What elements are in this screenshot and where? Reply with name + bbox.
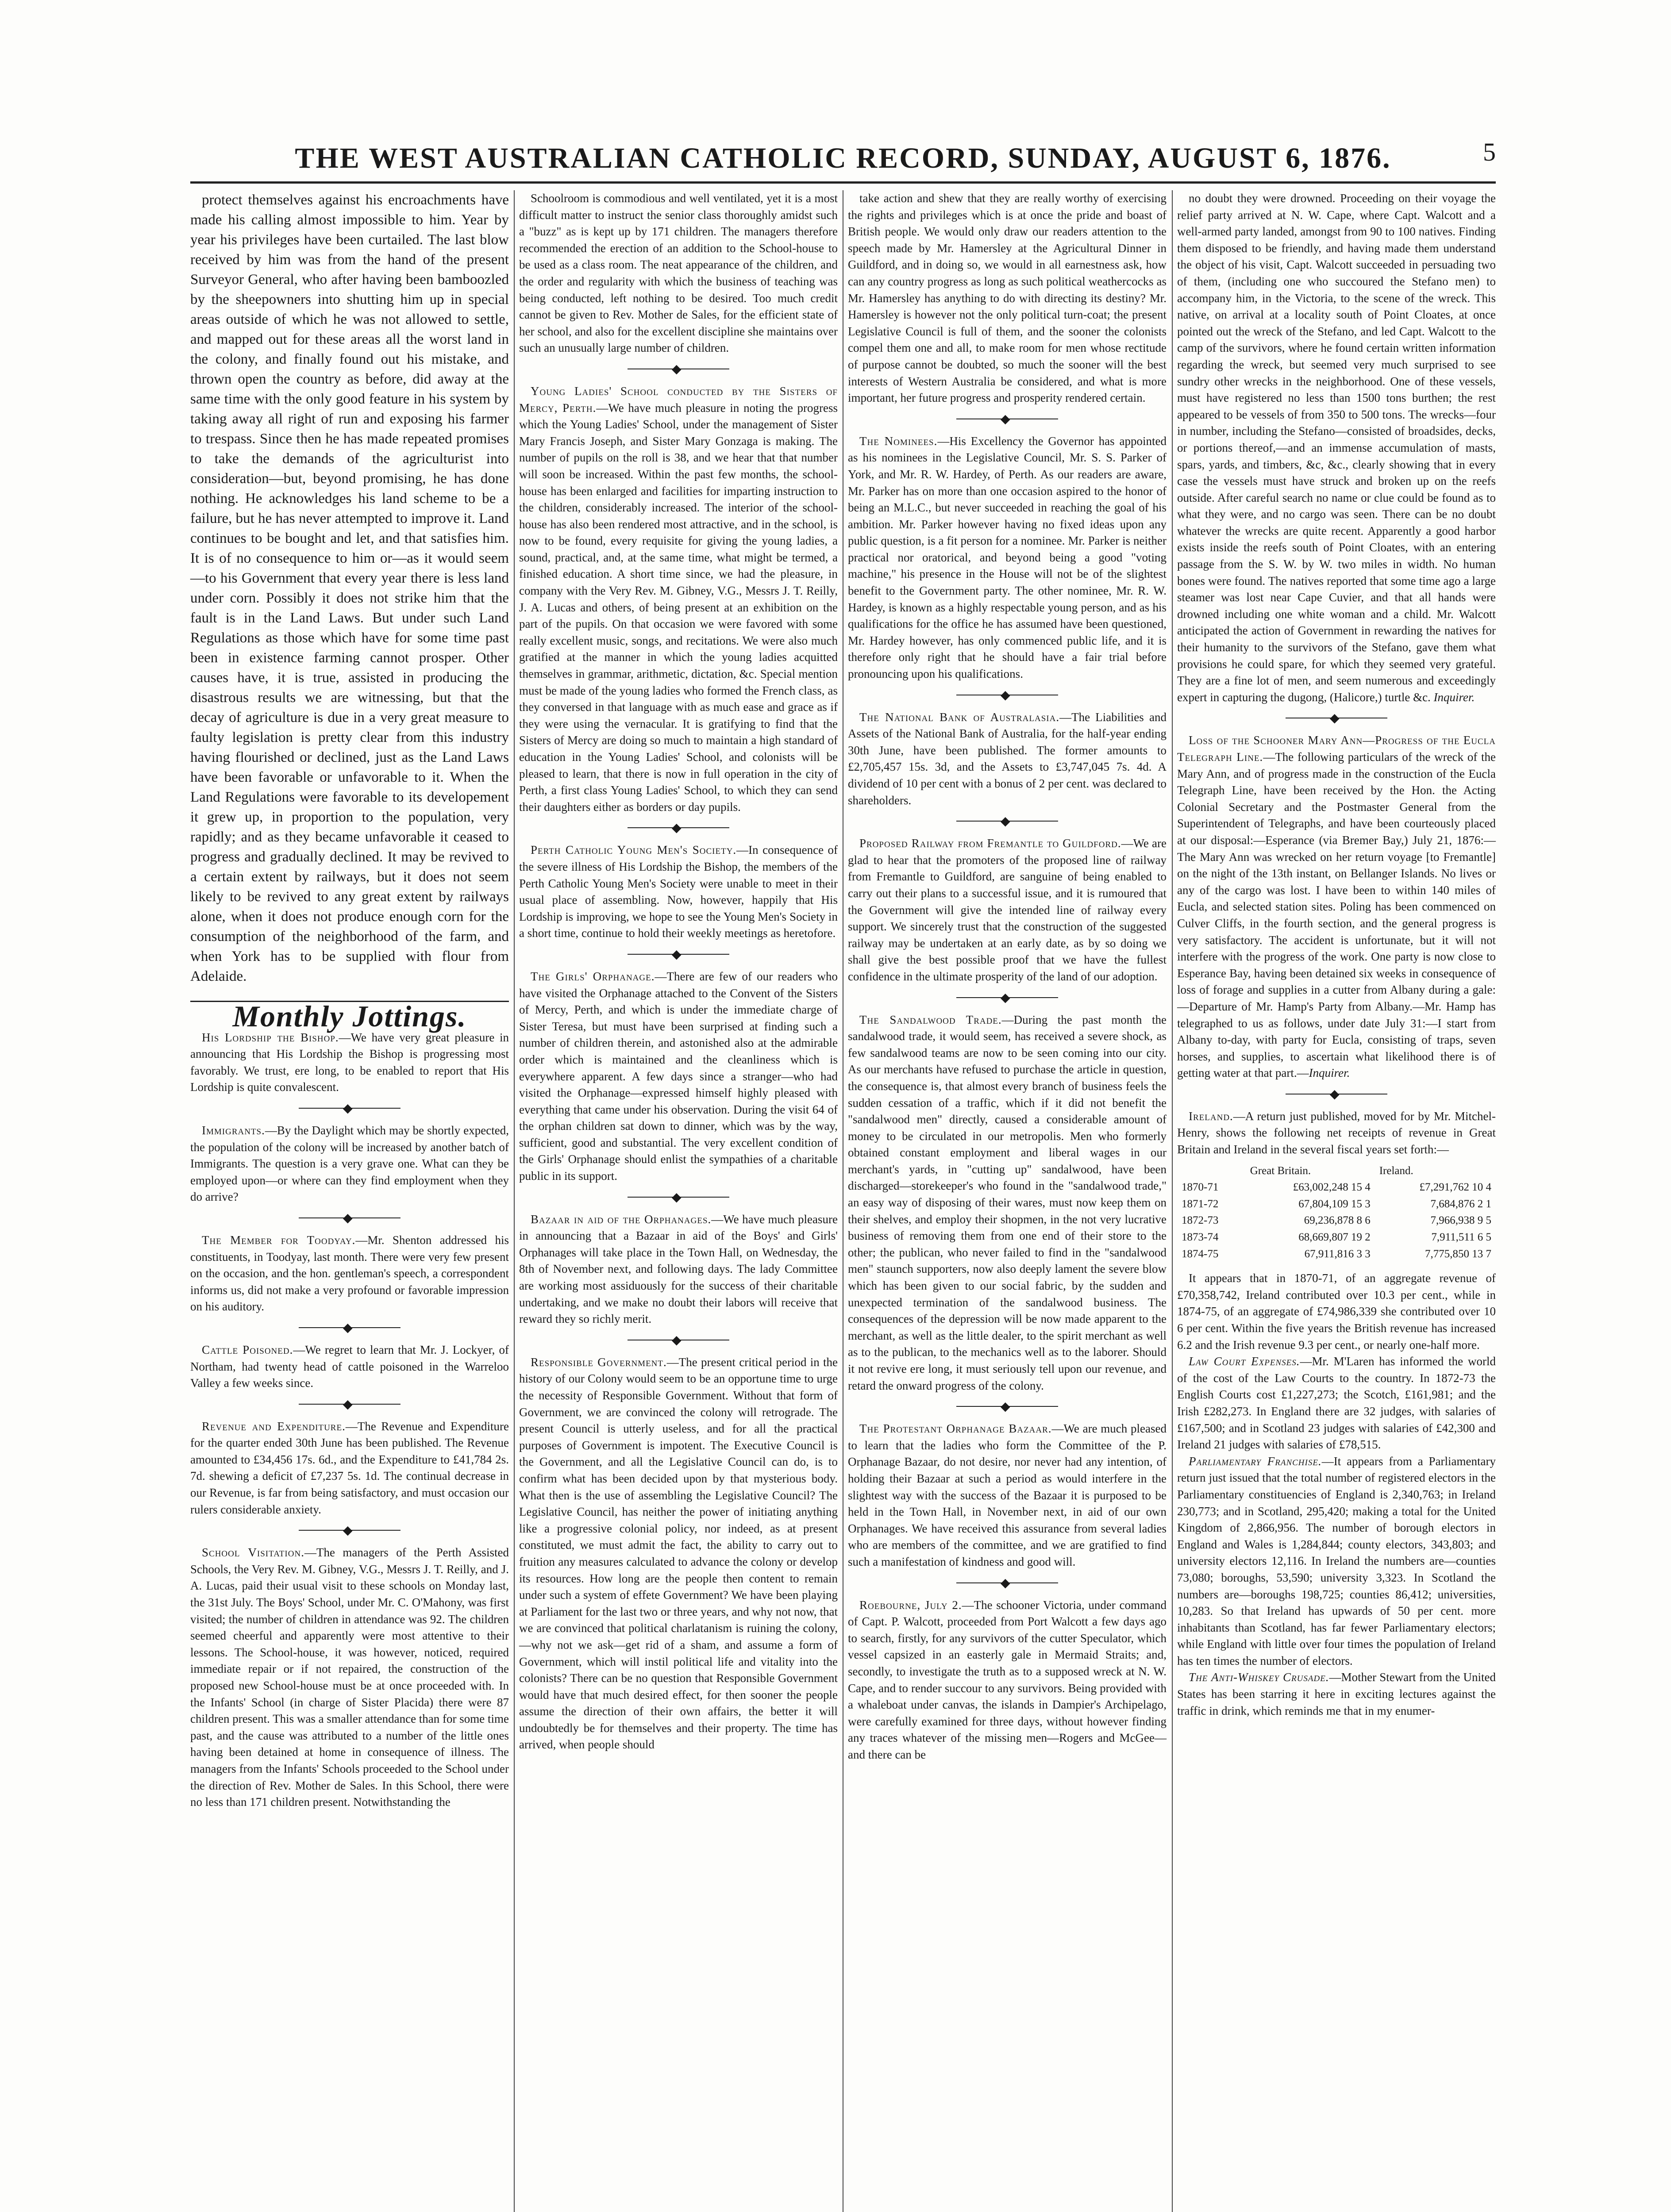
article-item [1177,1669,1496,1719]
table-cell: 1872-73 [1182,1214,1219,1227]
separator [956,1402,1058,1411]
separator [956,1578,1058,1587]
table-cell: 67,804,109 15 3 [1298,1198,1371,1210]
table-cell: £63,002,248 15 4 [1293,1181,1371,1194]
article-item [519,842,838,942]
item-text: —In consequence of the severe illness of His Lordship the Bishop, the members of the Perth Catholic Young Men's Society were unable to meet in their usual place of assembling. Now, however, happily that His Lordship is improving, we hope to see the Young Men's Society in a short time, continue to hold their weekly meetings as heretofore. [519,843,838,940]
column-rule [514,190,515,2212]
separator [299,1104,400,1113]
article-item [190,1418,509,1518]
table-row [1177,1179,1496,1196]
table-row [1177,1212,1496,1229]
item-text: —It appears from a Parliamentary return just issued that the total number of registered electors in the Parliamentary constituencies of England is 2,340,763; in Ireland 230,773; and in Scotland, 295,420; making a total for the United Kingdom of 2,866,956. The number of borough electors in England and Wales is 1,284,844; county electors, 343,803; and university electors 12,116. In Ireland the numbers are—counties 73,080; boroughs, 53,590; university 3,323. In Scotland the numbers are—boroughs 198,725; counties 86,412; universities, 10,283. So that Ireland has upwards of 50 per cent. more inhabitants than Scotland, has far fewer Parliamentary electors; while England with little over four times the population of Ireland has ten times the number of electors. [1177,1454,1496,1667]
article-item [848,1597,1167,1763]
masthead [190,133,1496,184]
separator [956,817,1058,826]
item-text: —We regret to learn that Mr. J. Lockyer, of Northam, had twenty head of cattle poisoned in the Warreloo Valley a few weeks since. [190,1343,509,1390]
item-text: —The managers of the Perth Assisted Schools, the Very Rev. M. Gibney, V.G., Messrs J. T. Reilly, and J. A. Lucas, paid their usual visit to these schools on Monday last, the 31st July. The Boys' School, under Mr. C. O'Mahony, was first visited; the number of children in attendance was 92. The children seemed cheerful and apparently were most attentive to their lessons. The School-house, it was however, noticed, required immediate repair or if not repaired, the construction of the proposed new School-house must be at once proceeded with. In the Infants' School (in charge of Sister Placida) there were 87 children present. This was a smaller attendance than for some time past, and the cause was attributed to a number of the little ones having been detained at home in consequence of illness. The managers from the Infants' Schools proceeded to the School under the direction of Rev. Mother de Sales. In this School, there were no less than 171 children present. Notwithstanding the [190,1546,509,1809]
item-heading: Proposed Railway from Fremantle to Guildford. [859,837,1121,850]
item-text: —His Excellency the Governor has appointed as his nominees in the Legislative Council, Mr. S. S. Parker of York, and Mr. R. W. Hardey, of Perth. As our readers are aware, Mr. Parker has on more than one occasion aspired to the honor of being an M.L.C., but never succeeded in reaching the goal of his ambition. Mr. Parker however having no fixed ideas upon any public question, is a fit person for a nominee. Mr. Parker is neither practical nor oratorical, and beyond being a good "voting machine," his presence in the House will not be of the slightest benefit to the Government party. The other nominee, Mr. R. W. Hardey, is known as a highly respectable young person, and as his qualifications for the office he has assumed have been questioned, Mr. Hardey however, has only commenced public life, and it is therefore only right that he should have a fair trial before pronouncing upon his qualifications. [848,434,1167,681]
article-item [190,1122,509,1206]
article-item [190,1544,509,1811]
item-text: —During the past month the sandalwood trade, it would seem, has received a severe shock, as few sandalwood teams are now to be seen coming into our city. As our merchants have refused to purchase the article in question, the consequence is, that almost every branch of business feels the sudden cessation of a traffic, which if it did not benefit the "sandalwood men" directly, caused a considerable amount of money to be circulated in our metropolis. Men who formerly obtained constant employment and liberal wages in our merchant's yards, in "cutting up" sandalwood, have been discharged—storekeeper's who found in the "sandalwood trade," an easy way of disposing of their wares, must now keep them on their shelves, and employ their shopmen, in the not very lucrative business of removing them from one end of their store to the other; the publican, who never failed to find in the "sandalwood men" staunch supporters, now also deeply lament the severe blow which has been given to our social fabric, by the sudden and unexpected termination of the sandalwood business. The consequences of the depression will be now made apparent to the merchant, as well as the little dealer, to the spirit merchant as well as to the publican, to the mechanics well as to the laborer. Should it not revive ere long, it must seriously tell upon our revenue, and retard the onward progress of the colony. [848,1013,1167,1392]
separator [299,1323,400,1332]
item-text: —We have very great pleasure in announcing that His Lordship the Bishop is progressing most favorably. We trust, ere long, to be enabled to report that His Lordship is quite convalescent. [190,1030,509,1094]
item-text: —The Revenue and Expenditure for the quarter ended 30th June has been published. The Revenue amounted to £34,456 17s. 6d., and the Expenditure to £41,784 2s. 7d. shewing a deficit of £7,237 5s. 1d. The continual decrease in our Revenue, is far from being satisfactory, and must occasion our rulers considerable anxiety. [190,1419,509,1516]
item-text: —We are much pleased to learn that the ladies who form the Committee of the P. Orphanage Bazaar, do not desire, nor never had any intention, of holding their Bazaar at such a period as would interfere in the slightest way with the success of the Bazaar it is purposed to be held in the Town Hall, in November next, in aid of our own Orphanages. We have received this assurance from several ladies who are members of the committee, and we are gratified to find such a manifestation of kindness and good will. [848,1422,1167,1568]
item-text: —The Liabilities and Assets of the National Bank of Australia, for the half-year ending 30th June, have been published. The former amounts to £2,705,457 15s. 3d, and the Assets to £3,747,045 7s. 4d. A dividend of 10 per cent with a bonus of 2 per cent. was declared to shareholders. [848,710,1167,807]
article-item [519,968,838,1185]
column-4 [1177,190,1496,1719]
article-item [1177,1453,1496,1670]
column-1 [190,190,509,1811]
item-heading: Roebourne, July 2. [859,1598,962,1612]
separator [299,1526,400,1535]
table-cell: 1873-74 [1182,1231,1219,1244]
table-header-row [1177,1163,1496,1179]
table-cell: 7,966,938 9 5 [1430,1214,1491,1227]
table-cell: 7,684,876 2 1 [1430,1198,1491,1210]
article-text: take action and shew that they are really worthy of exercising the rights and privileges which is at once the pride and boast of British people. We would only draw our readers attention to the speech made by Mr. Hamersley at the Agricultural Dinner in Guildford, and in doing so, we would in all earnestness ask, how can any country progress as long as such political weathercocks as Mr. Hamersley has anything to do with directing its destiny? Mr. Hamersley is however not the only political turn-coat; the present Legislative Council is full of them, and the sooner the colonists compel them one and all, to make room for men whose rectitude of purpose cannot be doubted, so much the sooner will the best interests of Western Australia be considered, and what is more important, her future progress and prosperity rendered certain. [848,192,1167,405]
item-heading: Immigrants. [202,1123,265,1137]
article-item [848,433,1167,683]
table-cell: 1871-72 [1182,1198,1219,1210]
item-heading: The Anti-Whiskey Crusade. [1189,1671,1329,1684]
column-2 [519,190,838,1753]
table-cell: £7,291,762 10 4 [1419,1181,1491,1194]
column-rule [1172,190,1173,2212]
article-text: protect themselves against his encroachments have made his calling almost impossible to him. Year by year his privileges have been curtailed. The last blow received by him was from the hand of the present Surveyor General, who after having been bamboozled by the sheepowners into shutting him up in special areas outside of which he was not allowed to settle, and mapped out for these areas all the worst land in the colony, and finally found out his mistake, and thrown open the country as before, did away at the same time with the only good feature in his system by taking away all right of run and exposing his farmer to trespass. Since then he has made repeated promises to take the demands of the agriculturist into consideration—but, beyond promising, he has done nothing. He acknowledges his land scheme to be a failure, but he has never attempted to improve it. Land continues to be bought and let, and that satisfies him. It is of no consequence to him or—as it would seem—to his Government that every year there is less land under corn. Possibly it does not strike him that the fault is in the Land Laws. But under such Land Regulations as those which have for some time past been in existence farming cannot prosper. Other causes have, it is true, assisted in producing the disastrous results we are witnessing, but that the decay of agriculture is due in a very great measure to faulty legislation is pretty clear from this industry having flourished or declined, just as the Land Laws have been favorable or unfavorable to it. When the Land Regulations were favorable to its developement it grew up, in proportion to the population, very rapidly; and as they became unfavorable it ceased to progress and gradually declined. It may be revived to a certain extent by railways, but it does not seem likely to be revived to any great extent by railways alone, when it does not produce enough corn for the consumption of the neighborhood of the farm, and when York has to be supplied with flour from Adelaide. [190,192,509,984]
table-cell: 7,911,511 6 5 [1431,1231,1491,1244]
article-item [1177,1108,1496,1158]
article-item [848,835,1167,985]
source-credit: Inquirer. [1309,1066,1350,1080]
item-text: —We are glad to hear that the promoters of the proposed line of railway from Fremantle to Guildford, are sanguine of being enabled to carry out their plans to a successful issue, and it is rumoured that the Government will give the intended line of railway every support. We sincerely trust that the construction of the suggested railway may be undertaken at an early date, as by so doing we shall give the best possible proof that we have the fullest confidence in the ultimate prosperity of the land of our adoption. [848,837,1167,983]
article-text [1177,190,1496,706]
item-heading: The Nominees. [859,434,938,448]
table-cell: 7,775,850 13 7 [1425,1248,1491,1260]
table-cell: 67,911,816 3 3 [1304,1248,1371,1260]
table-header: Ireland. [1379,1164,1413,1177]
item-text: —The following particulars of the wreck of the Mary Ann, and of progress made in the construction of the Eucla Telegraph Line, have been received by the Hon. the Acting Colonial Secretary and the Postmaster General from the Superintendent of Telegraphs, and have been courteously placed at our disposal:—Esperance (via Bremer Bay,) July 21, 1876:—The Mary Ann was wrecked on her return voyage [to Fremantle] on the night of the 13th instant, on Bellanger Islands. No lives or any of the cargo was lost. I have been to within 140 miles of Eucla, and selected station sites. Poling has been commenced on Culver Cliffs, in the fourth section, and the general progress is very satisfactory. The accident is unfortunate, but it will not interfere with the progress of the work. One party is now close to Esperance Bay, having been detained six weeks in consequence of loss of forage and supplies in a cutter from Albany during a gale:—Departure of Mr. Hamp's Party from Albany.—Mr. Hamp has telegraphed to us as follows, under date July 31:—I start from Albany to-day, with party for Eucla, consisting of traps, seven horses, and supplies, to ascertain what likelihood there is of getting water at that part.— [1177,750,1496,1080]
item-heading: School Visitation. [202,1546,304,1559]
item-heading: Bazaar in aid of the Orphanages. [531,1212,712,1226]
separator [628,365,729,373]
table-row [1177,1229,1496,1246]
page-title: THE WEST AUSTRALIAN CATHOLIC RECORD, SUNDAY, AUGUST 6, 1876. [295,142,1391,174]
source-credit: Inquirer. [1433,690,1475,704]
item-heading: The Girls' Orphanage. [531,969,655,983]
separator [628,823,729,832]
separator [628,950,729,959]
table-header [1177,1163,1246,1179]
item-heading: Revenue and Expenditure. [202,1419,346,1433]
revenue-table [1177,1163,1496,1263]
table-cell: 1870-71 [1182,1181,1219,1194]
item-heading: The Member for Toodyay. [202,1233,356,1247]
separator [299,1400,400,1409]
article-item [519,1354,838,1753]
newspaper-page [190,133,1496,2212]
item-text: —Mr. M'Laren has informed the world of the cost of the Law Courts to the country. In 1872-73 the English Courts cost £1,227,273; the Scotch, £161,981; and the Irish £282,273. In England there are 32 judges, with salaries of £167,500; and in Scotland 23 judges with salaries of £42,300 and Ireland 21 judges with salaries of £78,515. [1177,1355,1496,1452]
item-heading: The Sandalwood Trade. [859,1013,1002,1026]
separator [956,691,1058,699]
separator [1286,714,1387,722]
section-title: Monthly Jottings. [190,1001,509,1025]
page-number: 5 [1483,138,1496,166]
table-row [1177,1196,1496,1213]
item-text: —Mr. Shenton addressed his constituents, in Toodyay, last month. There were very few present on the occasion, and the hon. gentleman's speech, a correspondent informs us, did not make a very profound or favorable impression on his auditory. [190,1233,509,1313]
item-text: —We have much pleasure in announcing that a Bazaar in aid of the Boys' and Girls' Orphanages will take place in the Town Hall, on Wednesday, the 8th of November next, and following days. The lady Committee are working most assiduously for the success of their charitable undertaking, and we make no doubt their labors will receive that reward they so richly merit. [519,1212,838,1326]
item-text: no doubt they were drowned. Proceeding on their voyage the relief party arrived at N. W. Cape, where Capt. Walcott and a well-armed party landed, amongst from 90 to 100 natives. Finding them disposed to be friendly, and having made them understand the object of his visit, Capt. Walcott succeeded in persuading two of them, (including one who succoured the Stefano men) to accompany him, in the Victoria, to the scene of the wreck. This native, on arrival at a locality south of Point Cloates, at once pointed out the wreck of the Stefano, and led Capt. Walcott to the camp of the survivors, where he found certain written information regarding the wreck, but seemed very much surprised to see sundry other wrecks in the neighborhood. One of these vessels, must have registered no less than 1500 tons burthen; the rest appeared to be vessels of from 350 to 500 tons. The wrecks—four in number, including the Stefano—consisted of broadsides, decks, or portions thereof,—and an immense accumulation of masts, spars, yards, and timbers, &c, &c., clearly showing that in every case the vessels must have struck and broken up on the reefs outside. After careful search no name or clue could be found as to what they were, and no cargo was seen. There can be no doubt whatever the wrecks are quite recent. Apparently a good harbor exists inside the reefs south of Point Cloates, with an entering passage from the S. W. by W. two miles in width. No human bones were found. The natives reported that some time ago a large steamer was lost near Cape Cuvier, and that all hands were drowned including one white woman and a child. Mr. Walcott anticipated the action of Government in rewarding the natives for their humanity to the survivors of the Stefano, gave them what provisions he could spare, for which they seemed very grateful. They are a fine lot of men, and seem numerous and exceedingly expert in capturing the dugong, (Halicore,) turtle &c. [1177,192,1496,704]
article-item [848,1012,1167,1394]
article-item [519,383,838,815]
article-item [519,1211,838,1328]
table-row [1177,1246,1496,1263]
separator [956,993,1058,1002]
item-heading: Law Court Expenses. [1189,1355,1300,1368]
article-text: It appears that in 1870-71, of an aggregate revenue of £70,358,742, Ireland contributed over 10.3 per cent., while in 1874-75, of an aggregate of £74,986,339 she contributed over 10 6 per cent. Within the five years the British revenue has increased 6.2 and the Irish revenue 9.3 per cent., or nearly one-half more. [1177,1271,1496,1352]
item-text: —Mother Stewart from the United States has been starring it here in exciting lectures against the traffic in drink, which reminds me that in my enumer- [1177,1671,1496,1717]
item-heading: Responsible Government. [531,1355,667,1369]
item-heading: The Protestant Orphanage Bazaar. [859,1422,1052,1436]
item-heading: Young Ladies' School conducted by the Sisters of Mercy, Perth. [519,384,838,415]
separator [956,415,1058,423]
item-text: —The schooner Victoria, under command of Capt. P. Walcott, proceeded from Port Walcott a few days ago to search, firstly, for any survivors of the cutter Speculator, which vessel capsized in an easterly gale in Mermaid Straits; and, secondly, to investigate the truth as to a supposed wreck at N. W. Cape, and to render succour to any survivors. Being provided with a whaleboat under canvas, the islands in Dampier's Archipelago, were carefully examined for three days, without however finding any traces whatever of the missing men—Rogers and McGee—and there can be [848,1598,1167,1761]
item-heading: Cattle Poisoned. [202,1343,293,1356]
article-item [190,1342,509,1392]
item-text: —There are few of our readers who have visited the Orphanage attached to the Convent of the Sisters of Mercy, Perth, and which is under the immediate charge of Sister Teresa, but must have been surprised at finding such a number of children therein, and astonished also at the admirable order which is maintained and the cleanliness which is everywhere apparent. A few days since a stranger—who had visited the Orphanage—expressed himself highly pleased with everything that came under his observation. During the visit 64 of the orphan children sat down to dinner, which was by the way, sufficient, good and substantial. The very excellent condition of the Girls' Orphanage should enlist the sympathies of a charitable public in its support. [519,969,838,1183]
article-item [1177,732,1496,1081]
table-header: Great Britain. [1250,1164,1311,1177]
separator [628,1193,729,1202]
article-item [848,1421,1167,1570]
article-item [1177,1353,1496,1453]
separator [1286,1090,1387,1098]
item-heading: Perth Catholic Young Men's Society. [531,843,737,857]
item-text: —By the Daylight which may be shortly expected, the population of the colony will be increased by another batch of Immigrants. The question is a very grave one. What can they be employed upon—or where can they find employment when they do arrive? [190,1123,509,1204]
column-3 [848,190,1167,1763]
separator [299,1214,400,1222]
item-heading: Parliamentary Franchise. [1189,1454,1322,1468]
item-heading: The National Bank of Australasia. [859,710,1060,724]
table-cell: 68,669,807 19 2 [1298,1231,1371,1244]
table-cell: 69,236,878 8 6 [1304,1214,1371,1227]
article-item [190,1029,509,1096]
separator [628,1336,729,1344]
article-item [190,1232,509,1315]
item-heading: Ireland. [1189,1109,1233,1123]
item-text: —A return just published, moved for by Mr. Mitchel-Henry, shows the following net receipts of revenue in Great Britain and Ireland in the several fiscal years set forth:— [1177,1109,1496,1156]
item-heading: Loss of the Schooner Mary Ann—Progress of the Eucla Telegraph Line. [1177,733,1496,764]
article-item [848,709,1167,809]
item-text: —The present critical period in the history of our Colony would seem to be an opportune time to urge the necessity of Responsible Government. Without that form of Government, we are convinced the colony will retrograde. The present Council is utterly useless, and for all the practical purposes of Government is impotent. The Executive Council is the Government, and all the Legislative Council can do, is to confirm what has been decided upon by that mysterious body. What then is the use of assembling the Legislative Council? The Legislative Council, has neither the power of initiating anything like a progressive colonial policy, nor indeed, as at present constituted, we must admit the fact, the ability to carry out to fruition any measures calculated to advance the colony or develop its resources. How long are the people then content to remain under such a system of effete Government? We have been playing at Parliament for the last two or three years, and why not now, that we are convinced that political charlatanism is ruining the colony,—why not we ask—get rid of a sham, and assume a form of Government, which will instil political life and vitality into the colonists? There can be no question that Responsible Government would have that much desired effect, for then sooner the people assume the direction of their own affairs, the better it will undoubtedly be for themselves and their property. The time has arrived, when people should [519,1355,838,1751]
item-text: —We have much pleasure in noting the progress which the Young Ladies' School, under the management of Sister Mary Francis Joseph, and Sister Mary Gonzaga is making. The number of pupils on the roll is 38, and we hear that that number will soon be increased. Within the past few months, the school-house has been enlarged and facilities for imparting instruction to the children, considerably increased. The interior of the school-house has also been rendered most attractive, and in the school, is now to be found, every requisite for giving the young ladies, a sound, practical, and, at the same time, what might be termed, a finished education. A short time since, we had the pleasure, in company with the Very Rev. M. Gibney, V.G., Messrs J. T. Reilly, J. A. Lucas and others, of being present at an exhibition on the part of the pupils. On that occasion we were favored with some really excellent music, songs, and recitations. We were also much gratified at the manner in which the young ladies acquitted themselves in grammar, arithmetic, dictation, &c. Special mention must be made of the young ladies who formed the French class, as they conversed in that language with as much ease and grace as if they were using the vernacular. It is gratifying to find that the Sisters of Mercy are doing so much to maintain a high standard of education in the Young Ladies' School, and colonists will be pleased to learn, that there is now in full operation in the city of Perth, a first class Young Ladies' School, to which they can send their daughters either as borders or day pupils. [519,401,838,814]
article-text: Schoolroom is commodious and well ventilated, yet it is a most difficult matter to instruct the senior class thoroughly amidst such a "buzz" as is kept up by 171 children. The managers therefore recommended the erection of an addition to the School-house to be used as a class room. The neat appearance of the children, and the order and regularity with which the business of teaching was being conducted, left nothing to be desired. Too much credit cannot be given to Rev. Mother de Sales, for the efficient state of her school, and also for the excellent discipline she maintains over such an unusually large number of children. [519,192,838,355]
table-cell: 1874-75 [1182,1248,1219,1260]
item-heading: His Lordship the Bishop. [202,1030,339,1044]
